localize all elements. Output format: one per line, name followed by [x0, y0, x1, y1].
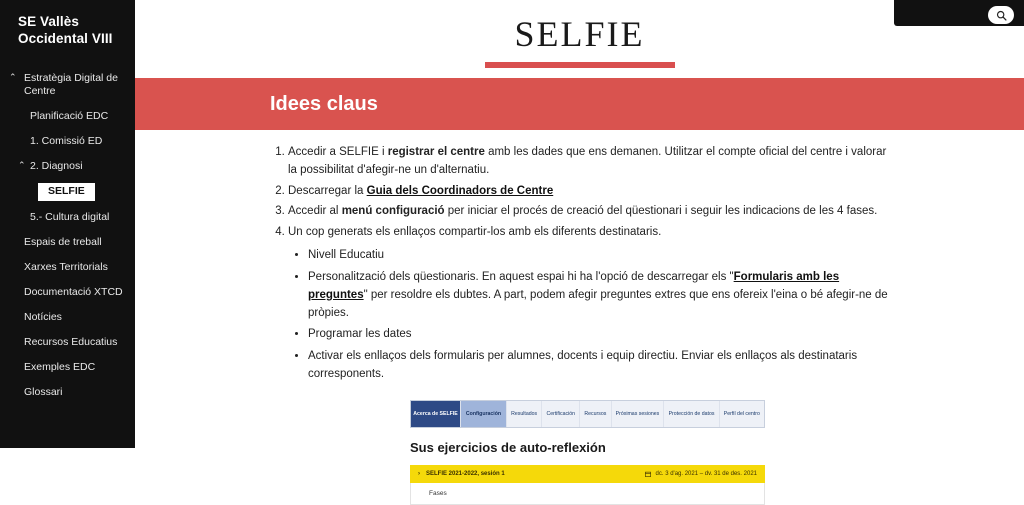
sidebar-item-label: Recursos Educatius: [24, 336, 118, 349]
chevron-right-icon[interactable]: ›: [418, 470, 420, 477]
list-item: • Nivell Educatiu: [308, 247, 894, 265]
tab-configuracion[interactable]: Configuración: [461, 401, 507, 427]
sidebar-item-label: Documentació XTCD: [24, 285, 123, 298]
site-title: SE Vallès Occidental VIII: [18, 14, 113, 46]
list-item: [288, 224, 894, 384]
tab-proteccion-de-datos[interactable]: Protección de datos: [664, 401, 719, 427]
tab-certificacion[interactable]: Certificación: [542, 401, 580, 427]
sidebar-item-label: Estratègia Digital de Centre: [24, 71, 118, 97]
brand-header: [135, 0, 1024, 78]
sidebar-item-label: 5.- Cultura digital: [30, 210, 110, 223]
emphasis: registrar el centre: [387, 146, 485, 158]
main-area: [135, 0, 1024, 497]
page-banner: [135, 78, 1024, 130]
search-button[interactable]: [988, 6, 1014, 24]
guia-coordinadors-link[interactable]: Guia dels Coordinadors de Centre: [366, 184, 554, 197]
content-body: [135, 130, 1024, 505]
brand-underline: [485, 62, 675, 68]
sidebar-item-diagnosi[interactable]: [0, 154, 135, 179]
list-item: 3. Accedir al menú configuració per iniciar el procés de creació del qüestionari i seguir les indicacions de les 4 fases.: [288, 203, 894, 221]
tab-perfil-del-centro[interactable]: Perfil del centro: [723, 410, 760, 417]
formularis-preguntes-link[interactable]: Formularis amb les preguntes: [308, 270, 840, 301]
list-item: • Activar els enllaços dels formularis per alumnes, docents i equip directiu. Enviar els enllaços als destinataris corresponents.: [308, 348, 894, 384]
step-text-4: Un cop generats els enllaços compartir-los amb els diferents destinataris.: [288, 226, 662, 239]
session-label: SELFIE 2021-2022, sesión 1: [426, 470, 505, 477]
sidebar-item-label: 1. Comissió ED: [30, 135, 103, 148]
sidebar-item-noticies[interactable]: [0, 305, 135, 330]
sidebar-item-label: Glossari: [24, 386, 63, 399]
tab-proximas-sesiones[interactable]: Próximas sesiones: [612, 401, 665, 427]
sub-list: [288, 247, 894, 384]
sidebar-item-estrategia-digital-de-centre[interactable]: [0, 66, 135, 104]
brand-title: SELFIE: [514, 14, 645, 54]
chevron-up-icon[interactable]: ⌃: [18, 160, 26, 171]
sidebar: [0, 0, 135, 448]
sidebar-item-espais-de-treball[interactable]: [0, 230, 135, 255]
sidebar-item-label: Planificació EDC: [30, 110, 109, 122]
sidebar-item-label: Exemples EDC: [24, 361, 96, 374]
sidebar-item-selfie-wrap: [0, 179, 135, 204]
step-text-1: Accedir a SELFIE i registrar el centre amb les dades que ens demanen. Utilitzar el compte oficial del centre i valorar la possibilitat d'afegir-ne un d'alternatiu.: [288, 146, 887, 176]
sidebar-item-label: Espais de treball: [24, 235, 102, 248]
list-item: [288, 144, 894, 180]
sidebar-item-recursos-educatius[interactable]: [0, 330, 135, 355]
sidebar-nav: [0, 66, 135, 406]
session-row-left: [418, 471, 505, 477]
sidebar-item-planificacio-edc[interactable]: [0, 104, 135, 129]
session-dates: dc. 3 d'ag. 2021 – dv. 31 de des. 2021: [655, 470, 757, 477]
sidebar-item-label: Notícies: [24, 311, 62, 323]
session-row[interactable]: [410, 465, 765, 483]
embedded-screenshot: [410, 400, 765, 505]
chevron-up-icon[interactable]: ⌃: [9, 71, 17, 82]
sidebar-item-documentacio-xtcd[interactable]: [0, 280, 135, 305]
sidebar-item-label: Xarxes Territorials: [24, 260, 108, 273]
sidebar-item-glossari[interactable]: [0, 380, 135, 405]
search-icon: [996, 10, 1007, 21]
calendar-icon: [645, 471, 651, 477]
page-title: Idees claus: [270, 92, 378, 115]
embedded-tabbar: [410, 400, 765, 428]
sidebar-item-exemples-edc[interactable]: [0, 355, 135, 380]
list-item: • Programar les dates: [308, 326, 894, 344]
tab-recursos[interactable]: Recursos: [580, 401, 611, 427]
phases-label: Fases: [429, 489, 447, 497]
sidebar-item-xarxes-territorials[interactable]: [0, 255, 135, 280]
emphasis: menú configuració: [341, 205, 445, 218]
phases-row: [410, 483, 765, 505]
list-item: • Personalització dels qüestionaris. En aquest espai hi ha l'opció de descarregar els "Formularis amb les preguntes" per resoldre els dubtes. A part, podem afegir preguntes extres que ens ofereix l'eina o bé afegir-ne de pròpies.: [308, 269, 894, 322]
sidebar-item-selfie[interactable]: SELFIE: [38, 183, 95, 200]
embedded-heading: Sus ejercicios de auto-reflexión: [410, 439, 606, 455]
session-row-right: [645, 471, 757, 477]
list-item: 2. Descarregar la Guia dels Coordinadors de Centre: [288, 183, 894, 201]
tab-resultados[interactable]: Resultados: [507, 401, 542, 427]
tab-acerca-de-selfie[interactable]: Acerca de SELFIE: [411, 401, 461, 427]
steps-list: [270, 144, 894, 384]
sidebar-item-label: 2. Diagnosi: [30, 160, 83, 173]
sidebar-item-comissio-ed[interactable]: [0, 129, 135, 154]
sidebar-item-cultura-digital[interactable]: [0, 205, 135, 230]
